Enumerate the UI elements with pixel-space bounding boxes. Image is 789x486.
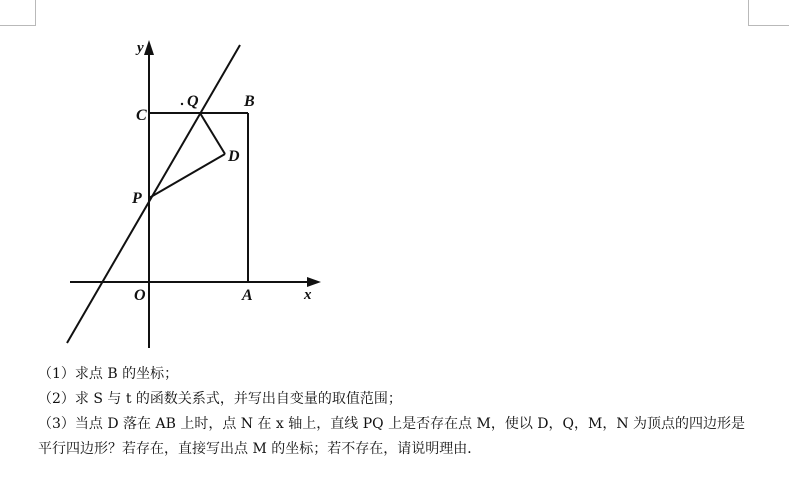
dot-mark xyxy=(181,103,183,105)
label-D: D xyxy=(228,148,240,165)
question-3-line-2: 平行四边形？若存在，直接写出点 M 的坐标；若不存在，请说明理由． xyxy=(38,441,482,457)
question-list xyxy=(38,362,758,462)
question-3-line-1: （3）当点 D 落在 AB 上时，点 N 在 x 轴上，直线 PQ 上是否存在点 M，使以 D，Q，M，N 为顶点的四边形是 xyxy=(38,416,746,432)
question-2: （2）求 S 与 t 的函数关系式，并写出自变量的取值范围； xyxy=(38,391,402,407)
coordinate-figure xyxy=(55,28,335,358)
page-corner-mark-left xyxy=(0,0,36,26)
y-axis-arrow-icon xyxy=(144,40,154,55)
question-1: （1）求点 B 的坐标； xyxy=(38,366,179,382)
segment-DP xyxy=(149,154,225,198)
page-corner-mark-right xyxy=(748,0,789,26)
label-O: O xyxy=(134,287,146,304)
line-PQ xyxy=(67,45,240,343)
label-P: P xyxy=(132,190,142,207)
label-y-axis: y xyxy=(137,40,144,56)
label-Q: Q xyxy=(187,93,199,110)
label-C: C xyxy=(136,107,147,124)
label-x-axis: x xyxy=(304,287,312,303)
label-A: A xyxy=(242,287,253,304)
segment-QD xyxy=(200,113,225,154)
label-B: B xyxy=(244,93,255,110)
x-axis-arrow-icon xyxy=(307,277,321,287)
